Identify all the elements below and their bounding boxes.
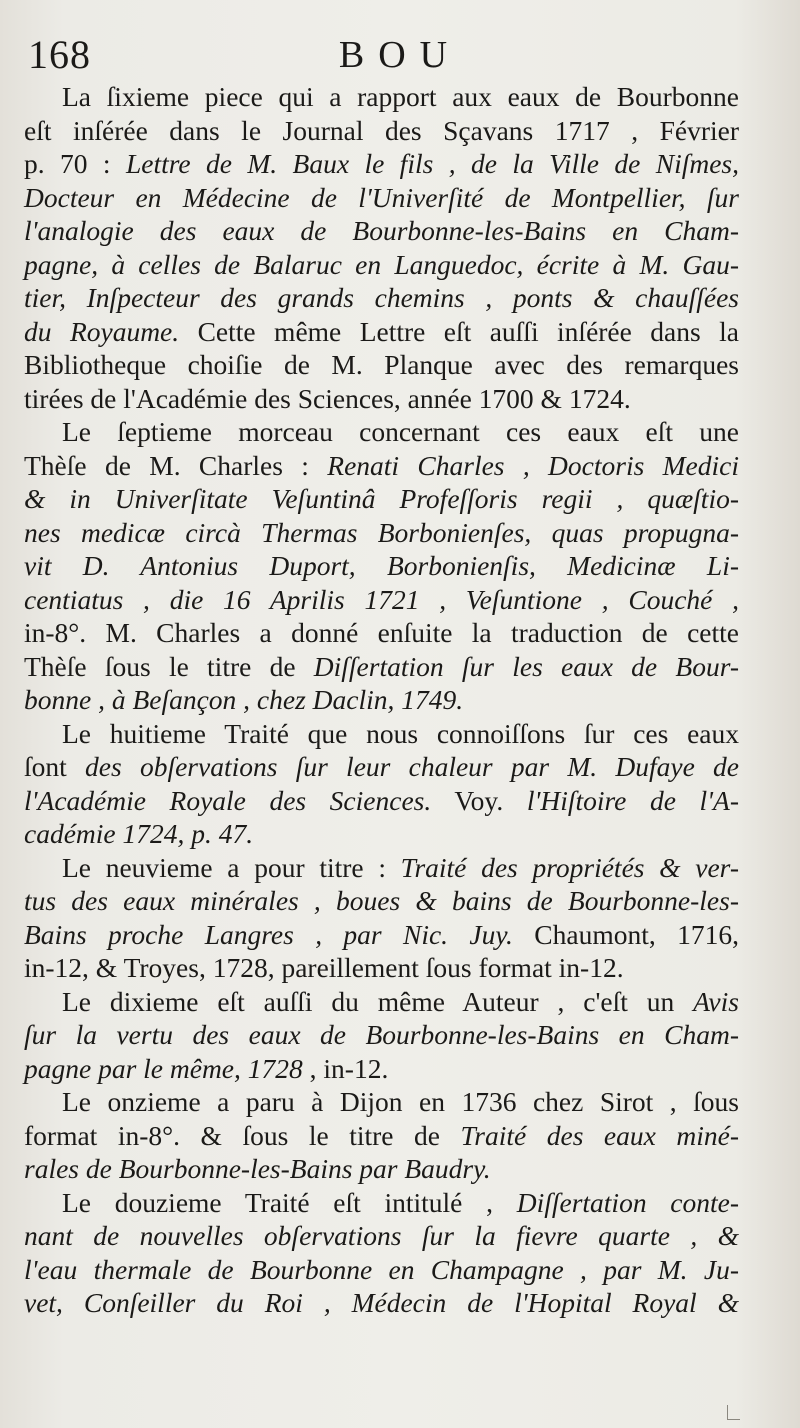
roman-text: Voy. (431, 784, 527, 816)
roman-text: format in-8°. & ſous le titre de (24, 1119, 461, 1151)
text-line (24, 181, 739, 215)
text-line (24, 1286, 739, 1320)
text-line (24, 784, 739, 818)
roman-text: Le douzieme Traité eſt intitulé , (62, 1186, 517, 1218)
roman-text: La ſixieme piece qui a rapport aux eaux de Bourbonne (62, 81, 739, 112)
italic-text: l'analogie des eaux de Bourbonne-les-Bains en Cham- (24, 215, 739, 246)
text-line (24, 80, 739, 114)
italic-text: Diſſertation conte- (516, 1186, 739, 1218)
page-header (28, 30, 772, 80)
text-line (24, 449, 739, 483)
roman-text: Le ſeptieme morceau concernant ces eaux eſt une (62, 416, 739, 447)
italic-text: Docteur en Médecine de l'Univerſité de Montpellier, ſur (24, 181, 739, 213)
italic-text: Traité des eaux miné- (460, 1119, 739, 1151)
roman-text: Bibliotheque choiſie de M. Planque avec des remarques (24, 349, 739, 380)
text-line (24, 851, 739, 885)
text-line (24, 884, 739, 918)
roman-text: , in-12. (302, 1052, 389, 1084)
roman-text: Thèſe de M. Charles : (24, 449, 328, 481)
italic-text: bonne , à Beſançon , chez Daclin, 1749. (24, 684, 464, 715)
text-line (24, 114, 739, 148)
roman-text: Thèſe ſous le titre de (24, 650, 314, 682)
text-line (24, 147, 739, 181)
text-line (24, 415, 739, 449)
text-line (24, 918, 739, 952)
text-line (24, 516, 739, 550)
italic-text: & in Univerſitate Veſuntinâ Profeſſoris regii , quæſtio- (24, 483, 739, 514)
italic-text: vit D. Antonius Duport, Borbonienſis, Medicinæ Li- (24, 550, 739, 581)
text-line (24, 1186, 739, 1220)
roman-text: Le neuvieme a pour titre : (62, 851, 401, 883)
italic-text: du Royaume. (24, 315, 180, 347)
text-line (24, 951, 739, 985)
text-line (24, 248, 739, 282)
italic-text: ſur la vertu des eaux de Bourbonne-les-Bains en Cham- (24, 1019, 739, 1050)
roman-text: Chaumont, 1716, (512, 918, 739, 950)
text-line (24, 281, 739, 315)
text-line (24, 315, 739, 349)
italic-text: Traité des propriétés & ver- (400, 851, 739, 883)
roman-text: Le onzieme a paru à Dijon en 1736 chez Sirot , ſous (62, 1086, 739, 1117)
italic-text: centiatus , die 16 Aprilis 1721 , Veſuntione , Couché , (24, 583, 739, 615)
text-line (24, 482, 739, 516)
roman-text: ſont (24, 751, 86, 782)
roman-text: Le dixieme eſt auſſi du même Auteur , c'eſt un (62, 985, 694, 1017)
italic-text: nes medicæ circà Thermas Borbonienſes, quas propugna- (24, 516, 739, 548)
page-number: 168 (28, 32, 91, 77)
roman-text: Cette même Lettre eſt auſſi inſérée dans la (179, 315, 739, 347)
italic-text: des obſervations ſur leur chaleur par M. Dufaye de (85, 751, 740, 782)
roman-text: Le huitieme Traité que nous connoiſſons ſur ces eaux (62, 717, 739, 749)
italic-text: tus des eaux minérales , boues & bains de Bourbonne-les- (24, 885, 739, 916)
text-line (24, 549, 739, 583)
running-head: BOU (338, 34, 462, 76)
italic-text: Avis (693, 985, 739, 1017)
text-line (24, 1219, 739, 1253)
text-line (24, 1018, 739, 1052)
italic-text: pagne, à celles de Balaruc en Languedoc, écrite à M. Gau- (24, 248, 739, 280)
italic-text: l'Académie Royale des Sciences. (24, 784, 432, 816)
text-line (24, 1052, 739, 1086)
text-line (24, 348, 739, 382)
italic-text: rales de Bourbonne-les-Bains par Baudry. (24, 1153, 491, 1184)
italic-text: l'eau thermale de Bourbonne en Champagne , par M. Ju- (24, 1253, 739, 1285)
italic-text: Diſſertation ſur les eaux de Bour- (313, 650, 739, 682)
text-line (24, 717, 739, 751)
text-line (24, 1253, 739, 1287)
italic-text: cadémie 1724, p. 47. (24, 818, 254, 849)
text-line (24, 1119, 739, 1153)
text-line (24, 382, 739, 416)
text-line (24, 1085, 739, 1119)
roman-text: in-8°. M. Charles a donné enſuite la traduction de cette (24, 617, 739, 648)
italic-text: tier, Inſpecteur des grands chemins , ponts & chauſſées (24, 282, 739, 313)
body-text (24, 80, 739, 1320)
italic-text: nant de nouvelles obſervations ſur la fievre quarte , & (24, 1220, 739, 1251)
italic-text: pagne par le même, 1728 (24, 1052, 303, 1084)
text-line (24, 214, 739, 248)
italic-text: Bains proche Langres , par Nic. Juy. (24, 918, 513, 950)
roman-text: tirées de l'Académie des Sciences, année 1700 & 1724. (24, 382, 631, 414)
text-line (24, 650, 739, 684)
roman-text: in-12, & Troyes, 1728, pareillement ſous format in-12. (24, 952, 624, 983)
italic-text: Renati Charles , Doctoris Medici (327, 449, 739, 481)
text-line (24, 683, 739, 717)
text-line (24, 817, 739, 851)
text-line (24, 616, 739, 650)
italic-text: l'Hiſtoire de l'A- (526, 784, 739, 816)
italic-text: Lettre de M. Baux le fils , de la Ville de Niſmes, (125, 148, 739, 179)
italic-text: vet, Conſeiller du Roi , Médecin de l'Hopital Royal & (24, 1287, 739, 1318)
roman-text: eſt inſérée dans le Journal des Sçavans 1717 , Février (24, 114, 739, 146)
text-line (24, 750, 739, 784)
page-corner-mark (727, 1405, 740, 1420)
text-line (24, 583, 739, 617)
text-line (24, 985, 739, 1019)
roman-text: p. 70 : (24, 148, 126, 179)
text-line (24, 1152, 739, 1186)
